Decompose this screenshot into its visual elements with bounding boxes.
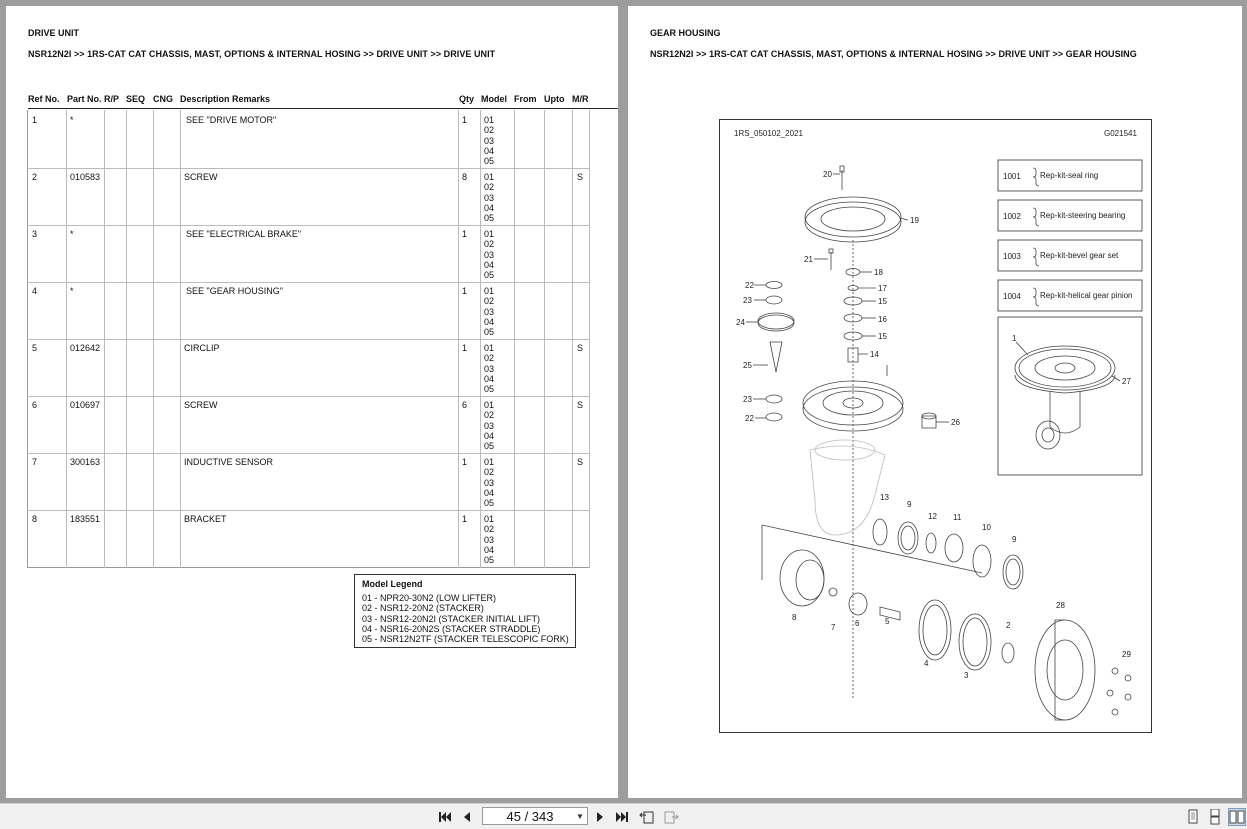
callout-label: 27 [1122, 377, 1131, 386]
drawing-id: 1RS_050102_2021 [734, 129, 803, 138]
callout-label: 22 [745, 414, 754, 423]
part-no: 012642 [70, 343, 101, 353]
col-qty: Qty [459, 94, 475, 104]
breadcrumb-path: NSR12N2I >> 1RS-CAT CAT CHASSIS, MAST, OPTIONS & INTERNAL HOSING >> DRIVE UNIT >> DRIVE UNIT [28, 49, 496, 59]
ref-no: 7 [32, 457, 38, 467]
back-view-button[interactable] [638, 808, 656, 826]
callout-label: 13 [880, 493, 889, 502]
drawing-code: G021541 [1104, 129, 1137, 138]
callout-label: 19 [910, 216, 919, 225]
model-list: 01 02 03 04 05 [484, 229, 495, 281]
model-list: 01 02 03 04 05 [484, 343, 495, 395]
qty: 1 [462, 514, 468, 524]
part-no: 010583 [70, 172, 101, 182]
callout-label: 1 [1012, 334, 1017, 343]
callout-label: 12 [928, 512, 937, 521]
page-number-select[interactable] [482, 807, 588, 825]
qty: 8 [462, 172, 468, 182]
kit-code: 1001 [1003, 172, 1021, 181]
exploded-view-page [628, 6, 1242, 798]
qty: 1 [462, 457, 468, 467]
ref-no: 4 [32, 286, 38, 296]
kit-code: 1003 [1003, 252, 1021, 261]
callout-label: 6 [855, 619, 860, 628]
legend-title: Model Legend [362, 579, 423, 589]
callout-label: 29 [1122, 650, 1131, 659]
ref-no: 3 [32, 229, 38, 239]
back-view-icon [639, 809, 655, 825]
callout-label: 11 [953, 513, 962, 522]
forward-view-button[interactable] [662, 808, 680, 826]
col-part-no: Part No. [67, 94, 102, 104]
parts-list-page [6, 6, 618, 798]
exploded-drawing [719, 119, 1152, 733]
callout-label: 15 [878, 332, 887, 341]
ref-no: 8 [32, 514, 38, 524]
qty: 1 [462, 343, 468, 353]
last-page-button[interactable] [613, 808, 631, 826]
two-page-icon [1229, 809, 1245, 825]
legend-item: 04 - NSR16-20N2S (STACKER STRADDLE) [362, 623, 541, 634]
ref-no: 5 [32, 343, 38, 353]
last-page-icon [615, 810, 629, 824]
col-description: Description Remarks [180, 94, 271, 104]
description: INDUCTIVE SENSOR [184, 457, 274, 467]
part-no: 010697 [70, 400, 101, 410]
kit-label: Rep-kit-steering bearing [1040, 211, 1126, 220]
legend-item: 03 - NSR12-20N2I (STACKER INITIAL LIFT) [362, 613, 541, 624]
callout-label: 23 [743, 395, 752, 404]
description: SEE "ELECTRICAL BRAKE" [186, 229, 302, 239]
callout-label: 14 [870, 350, 879, 359]
col-upto: Upto [544, 94, 565, 104]
col-rp: R/P [104, 94, 120, 104]
callout-label: 15 [878, 297, 887, 306]
mr-flag: S [577, 343, 584, 353]
model-list: 01 02 03 04 05 [484, 286, 495, 338]
callout-label: 5 [885, 617, 890, 626]
callout-label: 18 [874, 268, 883, 277]
model-list: 01 02 03 04 05 [484, 115, 495, 167]
page-indicator: 45 / 343 [506, 808, 554, 824]
qty: 1 [462, 286, 468, 296]
callout-label: 2 [1006, 621, 1011, 630]
col-model: Model [481, 94, 507, 104]
ref-no: 1 [32, 115, 38, 125]
description: SEE "GEAR HOUSING" [186, 286, 283, 296]
prev-page-button[interactable] [458, 808, 476, 826]
callout-label: 10 [982, 523, 991, 532]
legend-item: 01 - NPR20-30N2 (LOW LIFTER) [362, 593, 497, 603]
two-page-view-button[interactable] [1228, 808, 1246, 826]
description: CIRCLIP [184, 343, 220, 353]
description: BRACKET [184, 514, 227, 524]
description: SCREW [184, 172, 218, 182]
part-no: 300163 [70, 457, 101, 467]
forward-view-icon [663, 809, 679, 825]
col-from: From [514, 94, 537, 104]
page-title: GEAR HOUSING [650, 28, 721, 38]
description: SEE "DRIVE MOTOR" [186, 115, 277, 125]
col-seq: SEQ [126, 94, 146, 104]
next-page-icon [594, 810, 606, 824]
continuous-page-icon [1208, 809, 1222, 825]
callout-label: 17 [878, 284, 887, 293]
col-mr: M/R [572, 94, 589, 104]
callout-label: 21 [804, 255, 813, 264]
kit-code: 1002 [1003, 212, 1021, 221]
kit-label: Rep-kit-bevel gear set [1040, 251, 1119, 260]
prev-page-icon [461, 810, 473, 824]
pdf-viewer-toolbar [0, 803, 1247, 829]
callout-label: 9 [907, 500, 912, 509]
callout-label: 8 [792, 613, 797, 622]
qty: 1 [462, 115, 468, 125]
qty: 1 [462, 229, 468, 239]
next-page-button[interactable] [591, 808, 609, 826]
col-cng: CNG [153, 94, 173, 104]
legend-item: 05 - NSR12N2TF (STACKER TELESCOPIC FORK) [362, 634, 569, 645]
description: SCREW [184, 400, 218, 410]
ref-no: 6 [32, 400, 38, 410]
kit-label: Rep-kit-seal ring [1040, 171, 1099, 180]
callout-label: 24 [736, 318, 745, 327]
part-no: * [70, 115, 74, 125]
mr-flag: S [577, 400, 584, 410]
callout-label: 28 [1056, 601, 1065, 610]
first-page-button[interactable] [436, 808, 454, 826]
ref-no: 2 [32, 172, 38, 182]
mr-flag: S [577, 172, 584, 182]
kit-code: 1004 [1003, 292, 1021, 301]
callout-label: 3 [964, 671, 969, 680]
kit-label: Rep-kit-helical gear pinion [1040, 291, 1133, 300]
single-page-view-button[interactable] [1184, 808, 1202, 826]
model-list: 01 02 03 04 05 [484, 172, 495, 224]
callout-label: 16 [878, 315, 887, 324]
single-page-icon [1186, 809, 1200, 825]
chevron-down-icon: ▼ [576, 811, 584, 821]
continuous-view-button[interactable] [1206, 808, 1224, 826]
callout-label: 26 [951, 418, 960, 427]
breadcrumb-path: NSR12N2I >> 1RS-CAT CAT CHASSIS, MAST, OPTIONS & INTERNAL HOSING >> DRIVE UNIT >> GEAR HOUSING [650, 49, 1137, 59]
callout-label: 9 [1012, 535, 1017, 544]
callout-label: 7 [831, 623, 836, 632]
callout-label: 25 [743, 361, 752, 370]
first-page-icon [438, 810, 452, 824]
model-list: 01 02 03 04 05 [484, 514, 495, 566]
callout-label: 4 [924, 659, 929, 668]
qty: 6 [462, 400, 468, 410]
mr-flag: S [577, 457, 584, 467]
callout-label: 22 [745, 281, 754, 290]
callout-label: 20 [823, 170, 832, 179]
callout-label: 23 [743, 296, 752, 305]
legend-item: 02 - NSR12-20N2 (STACKER) [362, 603, 484, 614]
part-no: * [70, 286, 74, 296]
part-no: * [70, 229, 74, 239]
page-title: DRIVE UNIT [28, 28, 80, 38]
model-list: 01 02 03 04 05 [484, 457, 495, 509]
model-list: 01 02 03 04 05 [484, 400, 495, 452]
part-no: 183551 [70, 514, 101, 524]
col-ref-no: Ref No. [28, 94, 60, 104]
model-legend [354, 574, 576, 648]
header-rule [28, 108, 618, 109]
